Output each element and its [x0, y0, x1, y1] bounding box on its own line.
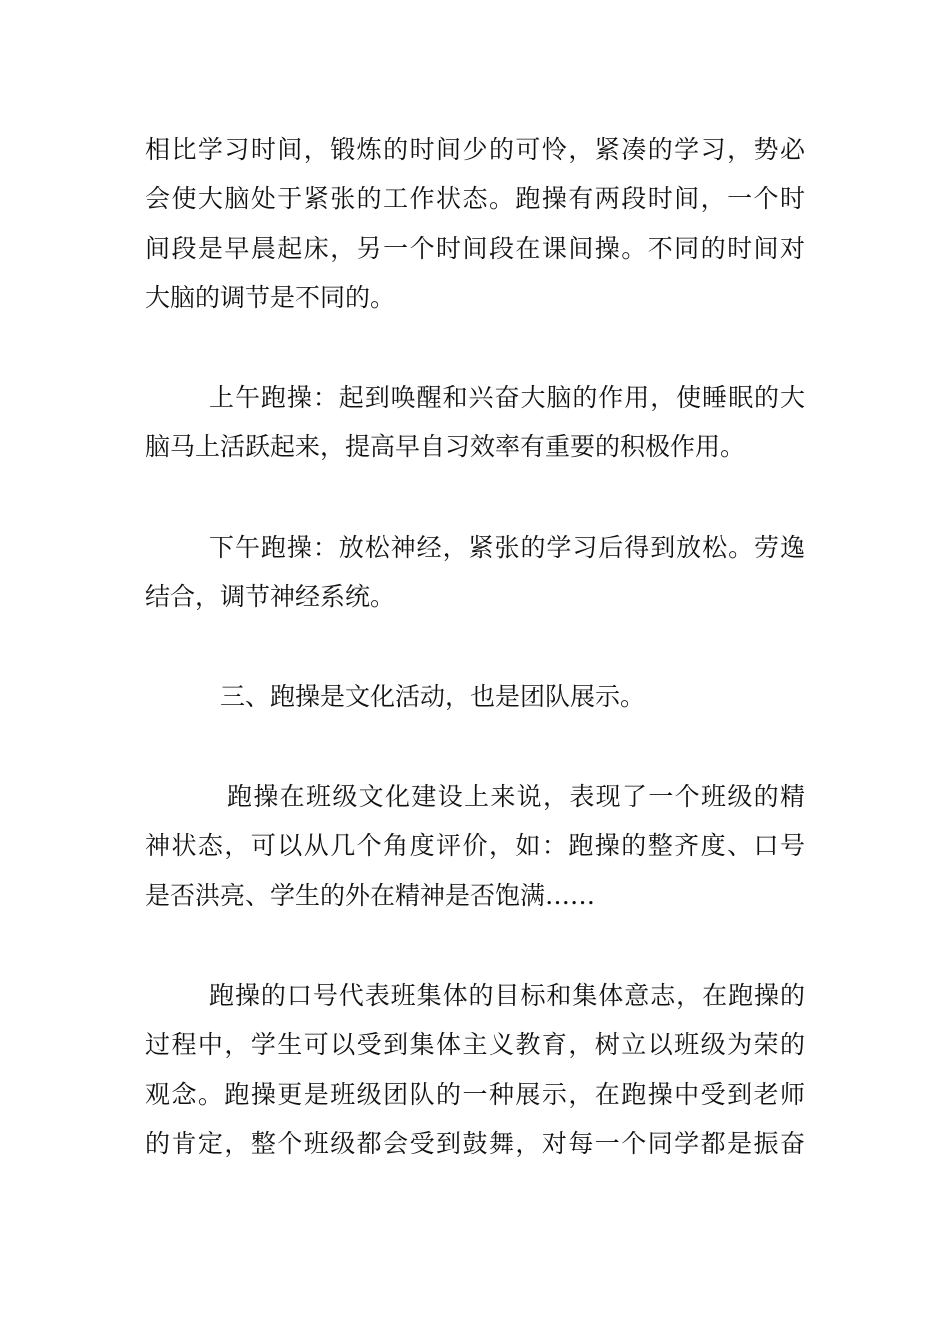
- paragraph-line: 跑操在班级文化建设上来说，表现了一个班级的精: [227, 782, 805, 811]
- paragraph-line: 上午跑操：起到唤醒和兴奋大脑的作用，使睡眠的大: [209, 383, 805, 412]
- paragraph-line: 大脑的调节是不同的。: [145, 283, 396, 312]
- paragraph-line: 神状态，可以从几个角度评价，如：跑操的整齐度、口号: [145, 831, 805, 860]
- paragraph-line: 观念。跑操更是班级团队的一种展示，在跑操中受到老师: [145, 1080, 805, 1109]
- paragraph-line: 会使大脑处于紧张的工作状态。跑操有两段时间，一个时: [145, 184, 805, 213]
- paragraph-line: 结合，调节神经系统。: [145, 582, 396, 611]
- paragraph-line: 的肯定，整个班级都会受到鼓舞，对每一个同学都是振奋: [145, 1129, 805, 1158]
- paragraph-line: 相比学习时间，锻炼的时间少的可怜，紧凑的学习，势必: [145, 135, 805, 164]
- paragraph-line: 过程中，学生可以受到集体主义教育，树立以班级为荣的: [145, 1030, 805, 1059]
- paragraph-line: 下午跑操：放松神经，紧张的学习后得到放松。劳逸: [209, 533, 805, 562]
- paragraph-line: 脑马上活跃起来，提高早自习效率有重要的积极作用。: [145, 432, 746, 461]
- section-heading: 三、跑操是文化活动，也是团队展示。: [220, 682, 646, 711]
- paragraph-line: 是否洪亮、学生的外在精神是否饱满‥‥‥: [145, 881, 596, 910]
- paragraph-line: 跑操的口号代表班集体的目标和集体意志，在跑操的: [209, 981, 805, 1010]
- paragraph-line: 间段是早晨起床，另一个时间段在课间操。不同的时间对: [145, 234, 805, 263]
